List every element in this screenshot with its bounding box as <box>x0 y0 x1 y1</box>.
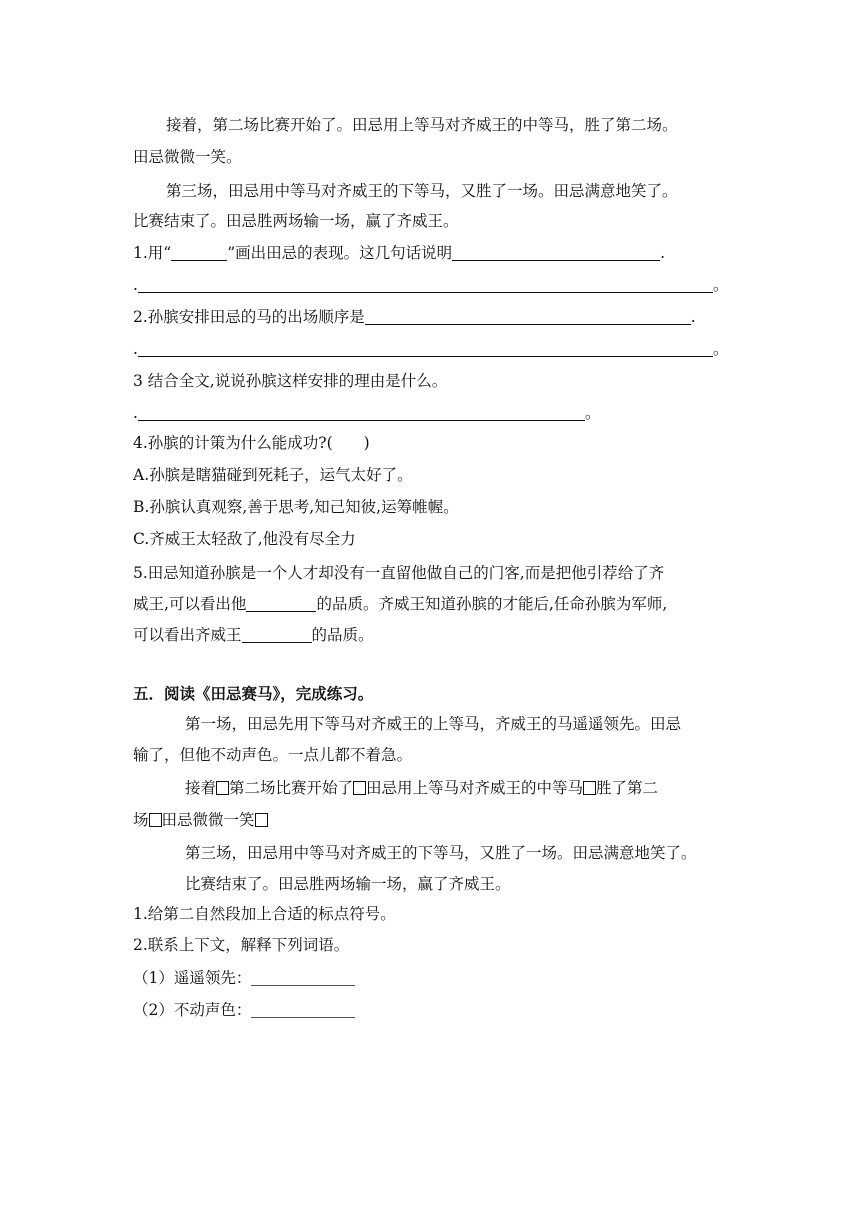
question-2-close: 。 <box>712 340 729 358</box>
question-1-text-a: 1.用“ <box>133 244 172 262</box>
word-1-label: （1）遥遥领先： <box>133 969 252 987</box>
section-5-title: 五．阅读《田忌赛马》，完成练习。 <box>133 685 374 703</box>
section-5-paragraph-1-line-1: 第一场，田忌先用下等马对齐威王的上等马，齐威王的马遥遥领先。田忌 <box>185 715 682 733</box>
question-1-dot: . <box>133 276 138 294</box>
section-5-paragraph-4: 比赛结束了。田忌胜两场输一场，赢了齐威王。 <box>185 875 511 893</box>
question-4-option-a[interactable]: A.孙膑是瞎猫碰到死耗子，运气太好了。 <box>133 466 413 484</box>
question-5-text-a: 威王,可以看出他 <box>133 595 247 613</box>
question-5-text-d: 的品质。 <box>311 626 374 644</box>
question-3-dot: . <box>133 404 138 422</box>
question-2-dot: . <box>133 340 138 358</box>
passage-paragraph-3-line-2: 比赛结束了。田忌胜两场输一场，赢了齐威王。 <box>133 212 459 230</box>
passage-paragraph-3-line-1: 第三场，田忌用中等马对齐威王的下等马，又胜了一场。田忌满意地笑了。 <box>166 182 678 200</box>
question-2-line-2 <box>133 339 728 359</box>
question-1-text-b: ”画出田忌的表现。这几句话说明 <box>227 244 453 262</box>
punctuation-box-4[interactable] <box>149 813 162 827</box>
question-5-text-b: 的品质。齐威王知道孙膑的才能后,任命孙膑为军师, <box>316 595 668 613</box>
question-1-end: . <box>660 244 666 262</box>
section-5-paragraph-1-line-2: 输了，但他不动声色。一点儿都不着急。 <box>133 746 413 764</box>
p2-text-3: 田忌用上等马对齐威王的中等马 <box>366 779 584 797</box>
question-4-option-c[interactable]: C.齐威王太轻敌了,他没有尽全力 <box>133 530 356 548</box>
section-5-paragraph-2-line-2 <box>133 810 268 830</box>
word-2-row <box>133 1000 355 1020</box>
section-5-paragraph-3: 第三场，田忌用中等马对齐威王的下等马，又胜了一场。田忌满意地笑了。 <box>185 844 697 862</box>
question-3-answer-blank[interactable] <box>138 404 585 421</box>
passage-paragraph-2-line-1: 接着，第二场比赛开始了。田忌用上等马对齐威王的中等马，胜了第二场。 <box>166 116 678 134</box>
p2-text-6: 田忌微微一笑 <box>161 811 255 829</box>
question-5-text-c: 可以看出齐威王 <box>133 626 242 644</box>
punctuation-box-5[interactable] <box>255 813 268 827</box>
section-5-question-1: 1.给第二自然段加上合适的标点符号。 <box>133 905 396 923</box>
passage-paragraph-2-line-2: 田忌微微一笑。 <box>133 148 242 166</box>
question-1 <box>133 243 665 263</box>
p2-text-4: 胜了第二 <box>596 779 659 797</box>
p2-text-1: 接着 <box>185 779 217 797</box>
word-2-answer-blank[interactable] <box>251 1001 355 1018</box>
question-4: 4.孙膑的计策为什么能成功?( ) <box>133 434 370 452</box>
section-5-question-2: 2.联系上下文，解释下列词语。 <box>133 936 350 954</box>
question-5-line-2 <box>133 594 667 614</box>
question-3: 3 结合全文,说说孙膑这样安排的理由是什么。 <box>133 372 448 390</box>
question-4-option-b[interactable]: B.孙膑认真观察,善于思考,知己知彼,运筹帷幄。 <box>133 498 459 516</box>
question-5-line-3 <box>133 625 374 645</box>
underline-sample-blank <box>171 244 227 261</box>
punctuation-box-1[interactable] <box>216 781 229 795</box>
question-3-close: 。 <box>584 404 601 422</box>
word-1-row <box>133 968 355 988</box>
punctuation-box-2[interactable] <box>353 781 366 795</box>
question-1-answer-blank[interactable] <box>452 244 660 261</box>
section-5-paragraph-2-line-1 <box>185 778 658 798</box>
question-3-line-2 <box>133 403 600 423</box>
word-1-answer-blank[interactable] <box>251 969 355 986</box>
question-2-answer-blank[interactable] <box>365 308 691 325</box>
p2-text-5: 场 <box>133 811 149 829</box>
question-1-close: 。 <box>712 276 729 294</box>
question-5-blank-1[interactable] <box>246 595 316 612</box>
question-5-blank-2[interactable] <box>242 626 312 643</box>
p2-text-2: 第二场比赛开始了 <box>229 779 354 797</box>
question-2-text: 2.孙膑安排田忌的马的出场顺序是 <box>133 308 365 326</box>
question-2-answer-blank-2[interactable] <box>138 340 713 357</box>
word-2-label: （2）不动声色： <box>133 1001 252 1019</box>
question-2 <box>133 307 696 327</box>
punctuation-box-3[interactable] <box>583 781 596 795</box>
question-1-answer-blank-2[interactable] <box>138 276 713 293</box>
question-1-line-2 <box>133 275 728 295</box>
question-2-end: . <box>690 308 696 326</box>
question-5-line-1: 5.田忌知道孙膑是一个人才却没有一直留他做自己的门客,而是把他引荐给了齐 <box>133 564 665 582</box>
